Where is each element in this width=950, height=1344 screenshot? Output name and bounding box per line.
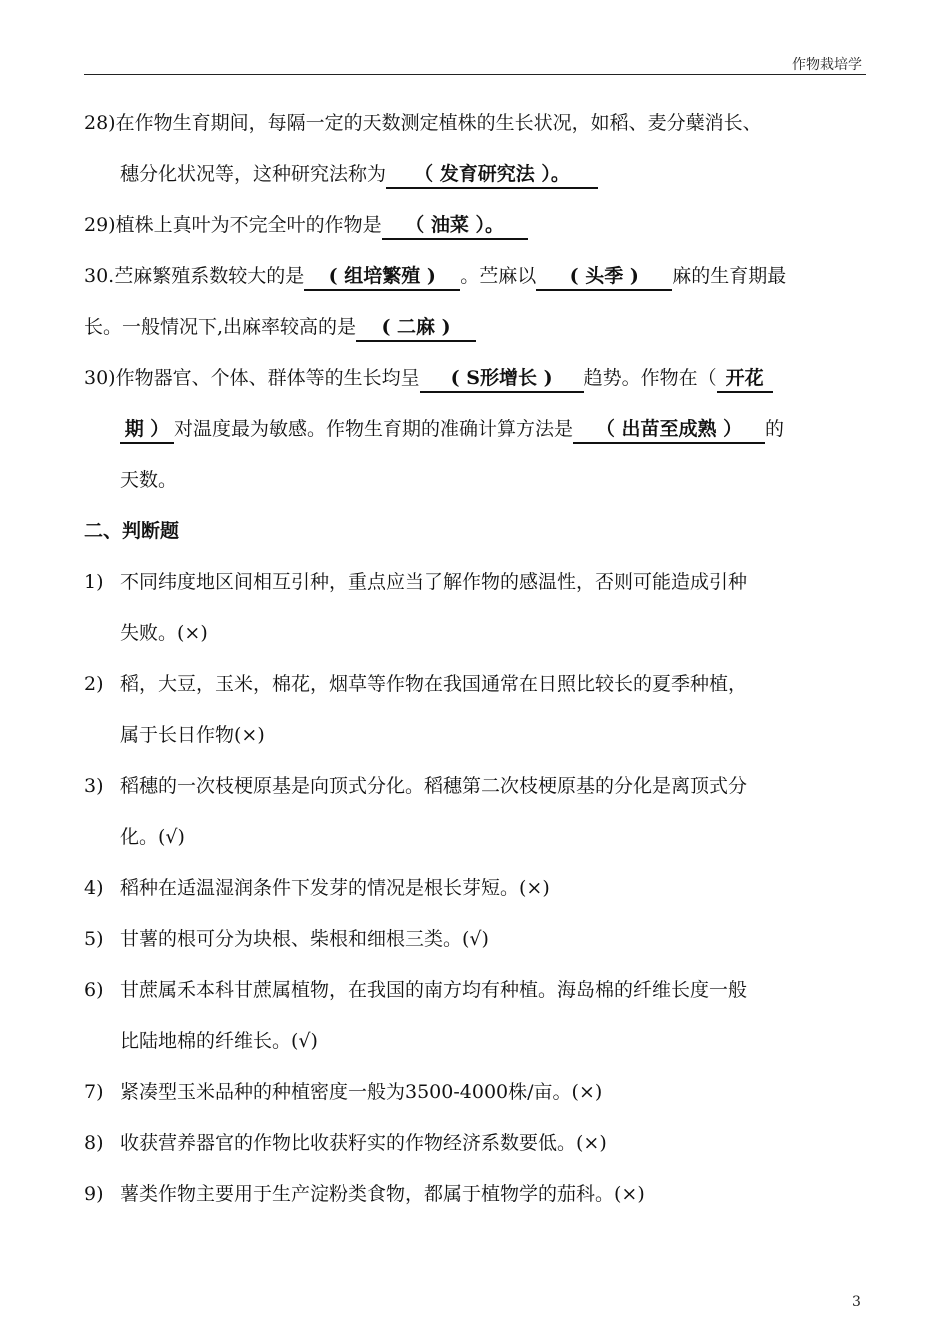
judgment-number: 9) bbox=[84, 1183, 104, 1205]
judgment-text: 薯类作物主要用于生产淀粉类食物，都属于植物学的茄科。(×) bbox=[120, 1183, 645, 1205]
question-number: 30. bbox=[84, 265, 115, 287]
question-28-line1 bbox=[84, 110, 762, 136]
answer-blank: （ 出苗至成熟 ） bbox=[573, 416, 765, 444]
question-28-line2 bbox=[120, 161, 598, 189]
question-30b-line3 bbox=[120, 467, 177, 493]
question-30b-line1 bbox=[84, 365, 773, 393]
judgment-8 bbox=[84, 1130, 607, 1156]
judgment-text: 稻穗的一次枝梗原基是向顶式分化。稻穗第二次枝梗原基的分化是离顶式分 bbox=[120, 775, 748, 797]
question-text: 长。一般情况下,出麻率较高的是 bbox=[84, 316, 357, 338]
section-title: 二、判断题 bbox=[84, 520, 180, 542]
judgment-number: 2) bbox=[84, 673, 104, 695]
question-text: 天数。 bbox=[120, 469, 178, 491]
judgment-number: 5) bbox=[84, 928, 104, 950]
question-text: 作物器官、个体、群体等的生长均呈 bbox=[115, 367, 420, 389]
judgment-number: 3) bbox=[84, 775, 104, 797]
answer-blank: ( 组培繁殖 ) bbox=[304, 263, 460, 291]
judgment-number: 6) bbox=[84, 979, 104, 1001]
judgment-1-line2: 失败。(×) bbox=[120, 622, 208, 644]
judgment-text: 收获营养器官的作物比收获籽实的作物经济系数要低。(×) bbox=[120, 1132, 607, 1154]
answer-blank: （ 油菜 ）。 bbox=[382, 212, 528, 240]
page-number: 3 bbox=[852, 1294, 861, 1310]
judgment-2-line1 bbox=[84, 671, 747, 697]
judgment-6-line1 bbox=[84, 977, 747, 1003]
page-header bbox=[84, 52, 866, 75]
question-text: 在作物生育期间，每隔一定的天数测定植株的生长状况，如稻、麦分蘖消长、 bbox=[115, 112, 762, 134]
judgment-number: 1) bbox=[84, 571, 104, 593]
judgment-text: 甘薯的根可分为块根、柴根和细根三类。(√) bbox=[120, 928, 489, 950]
question-text: 穗分化状况等，这种研究法称为 bbox=[120, 163, 387, 185]
judgment-number: 8) bbox=[84, 1132, 104, 1154]
header-title: 作物栽培学 bbox=[792, 57, 862, 73]
question-30a-line1 bbox=[84, 263, 786, 291]
answer-blank: ( 二麻 ) bbox=[356, 314, 476, 342]
question-29 bbox=[84, 212, 528, 240]
question-30b-line2 bbox=[120, 416, 784, 444]
question-text: 植株上真叶为不完全叶的作物是 bbox=[115, 214, 382, 236]
judgment-text: 稻种在适温湿润条件下发芽的情况是根长芽短。(×) bbox=[120, 877, 550, 899]
judgment-6-line2: 比陆地棉的纤维长。(√) bbox=[120, 1030, 318, 1052]
judgment-4 bbox=[84, 875, 550, 901]
question-text: 苎麻繁殖系数较大的是 bbox=[114, 265, 305, 287]
question-text: 麻的生育期最 bbox=[672, 265, 787, 287]
question-text: 的 bbox=[765, 418, 785, 440]
answer-blank: ( S形增长 ) bbox=[420, 365, 584, 393]
question-text: 。苎麻以 bbox=[460, 265, 537, 287]
judgment-text: 稻，大豆，玉米，棉花，烟草等作物在我国通常在日照比较长的夏季种植， bbox=[120, 673, 748, 695]
answer-blank: 期 ） bbox=[120, 416, 174, 444]
question-number: 30) bbox=[84, 367, 116, 389]
answer-blank: （ 发育研究法 ）。 bbox=[386, 161, 598, 189]
answer-blank: ( 头季 ) bbox=[536, 263, 672, 291]
judgment-text: 甘蔗属禾本科甘蔗属植物，在我国的南方均有种植。海岛棉的纤维长度一般 bbox=[120, 979, 748, 1001]
judgment-text: 紧凑型玉米品种的种植密度一般为3500-4000株/亩。(×) bbox=[120, 1081, 603, 1103]
answer-blank: 开花 bbox=[717, 365, 773, 393]
question-text: 对温度最为敏感。作物生育期的准确计算方法是 bbox=[174, 418, 574, 440]
question-30a-line2 bbox=[84, 314, 476, 342]
judgment-number: 4) bbox=[84, 877, 104, 899]
judgment-9 bbox=[84, 1181, 645, 1207]
judgment-5 bbox=[84, 926, 489, 952]
judgment-text: 不同纬度地区间相互引种，重点应当了解作物的感温性，否则可能造成引种 bbox=[120, 571, 748, 593]
question-number: 28) bbox=[84, 112, 116, 134]
judgment-3-line2: 化。(√) bbox=[120, 826, 185, 848]
judgment-7 bbox=[84, 1079, 602, 1105]
question-text: 趋势。作物在（ bbox=[583, 367, 717, 389]
judgment-2-line2: 属于长日作物(×) bbox=[120, 724, 265, 746]
judgment-1-line1 bbox=[84, 569, 747, 595]
judgment-3-line1 bbox=[84, 773, 747, 799]
judgment-number: 7) bbox=[84, 1081, 104, 1103]
question-number: 29) bbox=[84, 214, 116, 236]
